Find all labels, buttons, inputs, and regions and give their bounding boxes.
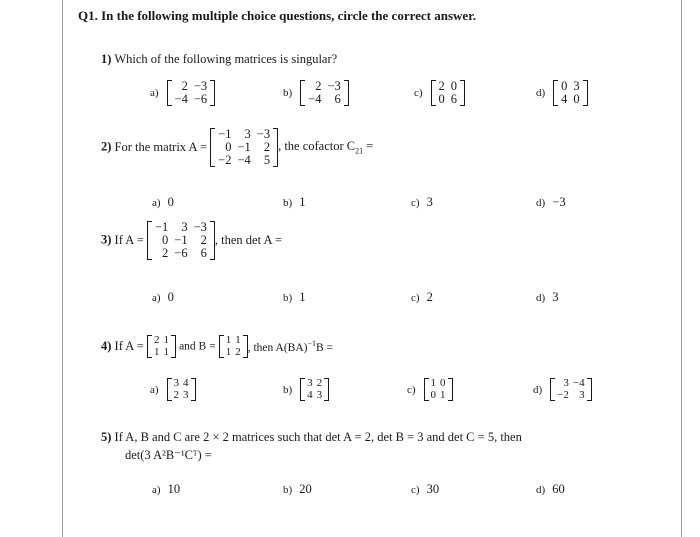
q1-option-b-matrix	[300, 80, 349, 106]
q4-option-a[interactable]	[150, 378, 196, 401]
q1-stem	[101, 52, 337, 67]
matrix-cell: 4	[307, 388, 313, 401]
matrix-cell: 1	[153, 345, 160, 358]
q1-option-d-label: d)	[536, 87, 546, 100]
q3-matrix	[147, 221, 215, 260]
matrix-cell: 4	[183, 377, 189, 389]
q5-option-c-value: 30	[426, 482, 440, 496]
matrix-cell: −6	[193, 92, 208, 107]
q4-option-d-matrix	[550, 378, 591, 401]
matrix-cell: 5	[263, 153, 271, 168]
q1-option-a-label: a)	[150, 87, 159, 100]
q3-option-b-label: b)	[283, 292, 293, 305]
matrix-cell: 3	[244, 127, 251, 141]
matrix-cell: 1	[430, 377, 437, 389]
matrix-cell: 3	[579, 388, 585, 401]
q4-number: 4)	[101, 339, 112, 354]
matrix-row	[436, 93, 461, 106]
matrix-grid	[436, 80, 461, 106]
q2-option-d-value: −3	[552, 195, 566, 209]
q3-prefix: If A =	[114, 233, 144, 248]
q4-matrix-b	[219, 335, 248, 358]
q2-option-c-value: 3	[426, 195, 433, 209]
q5-option-a[interactable]	[152, 482, 180, 497]
q1-option-a-matrix	[167, 80, 216, 106]
q5-option-a-value: 10	[167, 482, 181, 496]
q3-option-d-label: d)	[536, 292, 546, 305]
matrix-row	[305, 390, 324, 402]
matrix-cell: 0	[573, 92, 580, 107]
q1-text: Which of the following matrices is singular?	[114, 52, 338, 66]
matrix-cell: 2	[200, 233, 207, 248]
q3-option-b-value: 1	[299, 290, 306, 304]
matrix-cell: 0	[430, 388, 437, 401]
matrix-cell: 2	[235, 345, 241, 358]
matrix-cell: −2	[557, 388, 569, 401]
q3-option-c-label: c)	[411, 292, 420, 305]
matrix-grid	[558, 80, 583, 106]
matrix-cell: 0	[438, 92, 445, 107]
matrix-row	[152, 335, 171, 347]
q2-option-b-value: 1	[299, 195, 306, 209]
matrix-cell: 6	[450, 92, 458, 107]
matrix-row	[152, 347, 171, 359]
matrix-row	[172, 378, 191, 390]
q2-option-c-label: c)	[411, 197, 420, 210]
q5-option-d-value: 60	[552, 482, 565, 496]
matrix-cell: −4	[308, 92, 322, 107]
matrix-row	[172, 390, 191, 402]
matrix-grid	[152, 335, 171, 358]
q5-option-b[interactable]	[283, 482, 312, 497]
matrix-cell: −4	[174, 92, 188, 107]
q1-option-c-label: c)	[414, 87, 423, 100]
matrix-cell: 2	[173, 388, 180, 401]
q5-option-a-label: a)	[152, 484, 161, 497]
matrix-cell: 6	[334, 92, 341, 107]
matrix-cell: 0	[440, 377, 446, 389]
q3-option-a-value: 0	[167, 290, 174, 304]
q2-option-d[interactable]	[536, 195, 566, 210]
matrix-cell: 1	[225, 345, 232, 358]
matrix-cell: 2	[162, 246, 169, 261]
matrix-row	[224, 335, 243, 347]
matrix-cell: 2	[316, 377, 323, 389]
matrix-cell: 3	[183, 388, 189, 401]
q2-suffix-sub: 21	[355, 146, 364, 156]
matrix-cell: −3	[193, 220, 207, 234]
q4-option-d[interactable]	[533, 378, 592, 401]
q5-line2	[125, 447, 212, 463]
q2-stem	[101, 128, 373, 167]
q1-option-c-matrix	[431, 80, 466, 106]
matrix-cell: 3	[316, 388, 323, 401]
q1-option-d[interactable]	[536, 80, 588, 106]
matrix-grid	[305, 80, 344, 106]
q4-prefix: If A =	[114, 339, 144, 354]
q4-option-c-matrix	[424, 378, 453, 401]
matrix-cell: 2	[315, 79, 322, 93]
q5-option-c[interactable]	[411, 482, 439, 497]
matrix-cell: −4	[237, 153, 251, 168]
q4-option-b[interactable]	[283, 378, 329, 401]
matrix-row	[558, 93, 583, 106]
matrix-grid	[305, 378, 324, 401]
matrix-cell: −2	[218, 153, 232, 168]
q2-option-c[interactable]	[411, 195, 433, 210]
q3-number: 3)	[101, 232, 112, 247]
matrix-grid	[224, 335, 243, 358]
q1-number: 1)	[101, 52, 112, 66]
q5-option-d-label: d)	[536, 484, 546, 497]
matrix-row	[305, 93, 344, 106]
matrix-cell: 3	[181, 220, 188, 234]
matrix-cell: −1	[154, 220, 169, 234]
matrix-cell: −3	[256, 127, 271, 141]
matrix-row	[172, 93, 211, 106]
q2-option-a-label: a)	[152, 197, 161, 210]
q4-option-b-matrix	[300, 378, 329, 401]
q5-line1: If A, B and C are 2 × 2 matrices such that det A = 2, det B = 3 and det C = 5, then	[114, 430, 522, 444]
matrix-cell: 0	[450, 79, 458, 93]
q2-option-a-value: 0	[167, 195, 174, 209]
title-text: Q1. In the following multiple choice questions, circle the correct answer.	[78, 8, 477, 23]
q4-middle: and B =	[179, 340, 216, 353]
q3-suffix: , then det A =	[214, 233, 283, 248]
matrix-cell: −1	[174, 233, 188, 248]
matrix-cell: 1	[440, 388, 446, 401]
q1-option-b-label: b)	[283, 87, 293, 100]
q2-suffix	[278, 139, 374, 156]
q4-stem	[101, 335, 333, 358]
q3-option-d[interactable]	[536, 290, 559, 305]
matrix-cell: −6	[174, 246, 188, 261]
q3-option-a-label: a)	[152, 292, 161, 305]
q4-option-c[interactable]	[407, 378, 453, 401]
matrix-cell: 4	[561, 92, 568, 107]
q2-option-b-label: b)	[283, 197, 293, 210]
q1-option-a[interactable]	[150, 80, 215, 106]
q4-option-a-label: a)	[150, 383, 159, 396]
matrix-row	[215, 154, 273, 167]
matrix-cell: −3	[193, 79, 208, 93]
matrix-cell: 1	[163, 345, 169, 358]
q1-option-c[interactable]	[414, 80, 465, 106]
q5-option-d[interactable]	[536, 482, 565, 497]
matrix-cell: −1	[218, 127, 232, 141]
q5-stem	[101, 430, 522, 445]
q4-suffix-post: B =	[315, 341, 333, 354]
matrix-row	[152, 247, 210, 260]
q3-option-c-value: 2	[426, 290, 433, 304]
matrix-cell: 3	[307, 377, 313, 389]
q4-option-d-label: d)	[533, 383, 543, 396]
q5-number: 5)	[101, 430, 112, 444]
matrix-grid	[172, 80, 211, 106]
matrix-cell: 1	[225, 334, 232, 346]
matrix-cell: 3	[173, 377, 180, 389]
matrix-cell: 0	[162, 233, 169, 248]
q4-option-c-label: c)	[407, 383, 416, 396]
q5-option-b-label: b)	[283, 484, 293, 497]
q3-option-b[interactable]	[283, 290, 306, 305]
matrix-cell: 3	[563, 377, 569, 389]
matrix-cell: 1	[235, 334, 241, 346]
q4-suffix-sup: −1	[307, 339, 316, 349]
matrix-row	[224, 347, 243, 359]
matrix-cell: 1	[163, 334, 169, 346]
matrix-cell: 2	[438, 79, 445, 93]
q4-option-b-label: b)	[283, 383, 293, 396]
q2-matrix	[210, 128, 278, 167]
q1-option-d-matrix	[553, 80, 588, 106]
q3-option-c[interactable]	[411, 290, 433, 305]
q2-number: 2)	[101, 139, 112, 154]
q5-line2-text: det(3 A²B⁻¹Cᵀ) =	[125, 448, 212, 462]
q2-prefix: For the matrix A =	[114, 140, 208, 155]
matrix-cell: −4	[572, 377, 585, 389]
matrix-grid	[429, 378, 448, 401]
matrix-cell: 3	[573, 79, 580, 93]
matrix-cell: −3	[327, 79, 341, 93]
q3-option-d-value: 3	[552, 290, 559, 304]
matrix-grid	[172, 378, 191, 401]
q2-suffix-post: =	[363, 139, 374, 154]
q3-option-a[interactable]	[152, 290, 174, 305]
matrix-cell: 0	[561, 79, 568, 93]
matrix-cell: 2	[263, 140, 271, 155]
q3-stem	[101, 221, 282, 260]
matrix-grid	[215, 128, 273, 167]
q4-matrix-a	[147, 335, 176, 358]
q1-option-b[interactable]	[283, 80, 349, 106]
q2-option-d-label: d)	[536, 197, 546, 210]
matrix-cell: 2	[181, 79, 188, 93]
question-title	[78, 8, 476, 24]
matrix-cell: 6	[200, 246, 207, 261]
matrix-cell: 0	[225, 140, 232, 155]
q4-suffix	[247, 339, 333, 354]
q2-suffix-pre: , the cofactor C	[278, 139, 356, 154]
q4-option-a-matrix	[167, 378, 196, 401]
q5-option-c-label: c)	[411, 484, 420, 497]
matrix-row	[555, 378, 586, 390]
matrix-cell: 2	[153, 334, 160, 346]
q4-suffix-pre: , then A(BA)	[247, 341, 308, 354]
matrix-row	[429, 378, 448, 390]
q5-option-b-value: 20	[299, 482, 312, 496]
q2-option-b[interactable]	[283, 195, 306, 210]
matrix-cell: −1	[237, 140, 251, 155]
matrix-row	[429, 390, 448, 402]
q2-option-a[interactable]	[152, 195, 174, 210]
matrix-row	[305, 378, 324, 390]
matrix-grid	[555, 378, 586, 401]
matrix-row	[555, 390, 586, 402]
matrix-grid	[152, 221, 210, 260]
